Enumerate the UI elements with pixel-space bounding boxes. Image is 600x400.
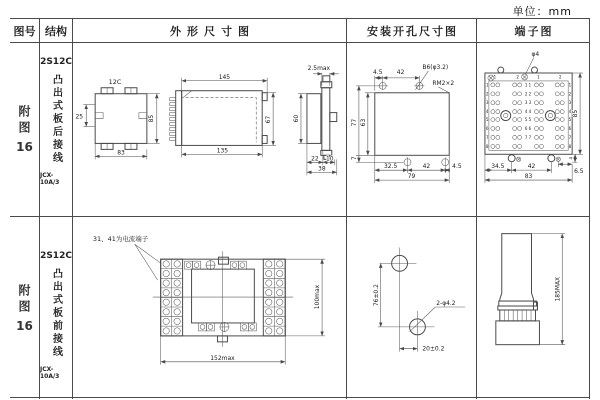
terminal-row-num: 5 — [485, 117, 489, 123]
structure-desc: 凸出式板后接线 — [50, 74, 62, 165]
terminal-top-num: 1 — [537, 74, 540, 80]
terminal-cell-row2 — [477, 217, 590, 399]
model-label: 2S12C — [40, 57, 72, 67]
unit-label: 单位：mm — [512, 5, 572, 18]
dim-terminal-total: 83 — [524, 173, 533, 181]
terminal-row-num: 3 — [485, 100, 489, 106]
terminal-hole-label: φ4 — [531, 51, 540, 59]
terminal-row-num: 3 — [568, 100, 572, 106]
terminal-row-num: 2 — [568, 91, 572, 97]
terminal-row-num: 7 — [568, 134, 572, 140]
structure-subtype: JCX-10A/3 — [40, 366, 60, 380]
dim-hole-horizontal: 20±0.2 — [422, 345, 445, 353]
outline-drawing-front — [73, 217, 346, 399]
mounting-drawing-row1 — [347, 43, 476, 216]
dim-bottom-d3: 4.5 — [452, 163, 462, 171]
structure-cell-row2 — [40, 217, 73, 399]
figure-number: 16 — [16, 140, 33, 154]
dim-front-height: 85 — [147, 114, 155, 123]
header-outline: 外形尺寸图 — [73, 19, 347, 43]
figure-label: 附图 — [17, 283, 31, 316]
terminal-top-num: 1 — [493, 74, 497, 80]
dim-board-width: 152max — [210, 354, 235, 362]
terminal-cell-row1 — [477, 43, 590, 217]
terminal-row-num: 4 — [485, 109, 489, 115]
structure-subtype: JCX-10A/3 — [40, 172, 60, 186]
terminal-row-num: 8 — [568, 143, 572, 149]
terminal-row-num: 6 — [485, 125, 489, 131]
outline-cell-row2 — [73, 217, 347, 399]
terminal-row-num: 4 — [568, 109, 572, 115]
dim-profile-d2: 10 — [326, 155, 334, 163]
thread-spec-label: RM2×2 — [432, 79, 455, 87]
header-terminal: 端子图 — [477, 19, 590, 43]
dim-left-inner: 63 — [359, 118, 367, 127]
dim-terminal-d3: 6.5 — [574, 168, 584, 176]
dim-bottom-total: 79 — [407, 173, 416, 181]
figure-cell-row2 — [10, 217, 40, 399]
structure-cell-row1 — [40, 43, 73, 217]
front-type-label: 12C — [108, 77, 122, 86]
dim-terminal-height: 85 — [572, 109, 580, 118]
terminal-row-num: 1 — [568, 82, 572, 88]
dim-profile-width: 38 — [318, 165, 326, 173]
terminal-row-num: 5 — [568, 117, 572, 123]
terminal-mid-num: 2 2 — [524, 91, 532, 97]
mounting-cell-row1 — [347, 43, 477, 217]
terminal-mid-num: 6 6 — [524, 125, 532, 131]
dim-bottom-d2: 42 — [422, 163, 431, 171]
current-terminal-note: 31、41为电流端子 — [92, 235, 149, 244]
dim-front-notch: 25 — [75, 113, 84, 121]
terminal-drawing-row1 — [477, 43, 589, 216]
mounting-cell-row2 — [347, 217, 477, 399]
header-figure: 图号 — [10, 19, 40, 43]
terminal-row-num: 1 — [485, 82, 489, 88]
outline-cell-row1 — [73, 43, 347, 217]
dim-bottom-d1: 32.5 — [384, 163, 398, 171]
dim-relay-height: 185MAX — [554, 276, 562, 302]
dim-side-height: 67 — [265, 115, 273, 124]
dim-top-d1: 4.5 — [373, 68, 383, 76]
dim-terminal-d2: 42 — [527, 163, 536, 171]
dim-profile-gap: 2.5max — [307, 64, 331, 72]
dim-terminal-d1: 34.5 — [491, 163, 505, 171]
dim-terminal-offset: 4 — [568, 156, 574, 160]
hole-spec-label: B6(φ3.2) — [422, 63, 449, 71]
terminal-mid-num: 3 3 — [524, 100, 532, 106]
hole-count-label: 2-φ4.2 — [436, 300, 456, 308]
dim-left-total: 77 — [350, 118, 358, 127]
terminal-drawing-row2 — [477, 217, 589, 399]
terminal-mid-num: 1 1 — [524, 82, 532, 88]
figure-number: 16 — [16, 318, 33, 333]
dim-top-d2: 42 — [396, 68, 405, 76]
terminal-row-num: 8 — [485, 143, 489, 149]
dim-side-top: 145 — [218, 73, 231, 81]
structure-desc: 凸出式板前接线 — [50, 268, 62, 359]
outline-drawing-rear — [73, 43, 346, 216]
dim-left-offset: 7 — [350, 156, 358, 161]
dim-profile-d1: 22 — [311, 155, 319, 163]
terminal-row-num: 2 — [485, 91, 489, 97]
figure-label: 附图 — [17, 105, 31, 137]
mounting-drawing-row2 — [347, 217, 476, 399]
terminal-row-num: 7 — [485, 134, 489, 140]
dim-front-width: 83 — [117, 149, 125, 157]
dim-hole-vertical: 76±0.2 — [372, 284, 380, 307]
terminal-top-num: 2 — [516, 74, 519, 80]
model-label: 2S12C — [40, 251, 72, 261]
terminal-mid-num: 7 7 — [524, 134, 532, 140]
header-structure: 结构 — [40, 19, 73, 43]
dim-profile-height: 60 — [292, 114, 300, 123]
terminal-mid-num: 5 5 — [524, 117, 532, 123]
terminal-mid-num: 4 4 — [524, 109, 532, 115]
dim-board-height: 100max — [314, 284, 322, 310]
spec-table — [10, 18, 590, 398]
dim-side-bottom: 135 — [216, 147, 229, 155]
terminal-row-num: 6 — [568, 125, 572, 131]
header-mounting: 安装开孔尺寸图 — [347, 19, 477, 43]
terminal-top-num: 2 — [558, 74, 562, 80]
figure-cell-row1 — [10, 43, 40, 217]
